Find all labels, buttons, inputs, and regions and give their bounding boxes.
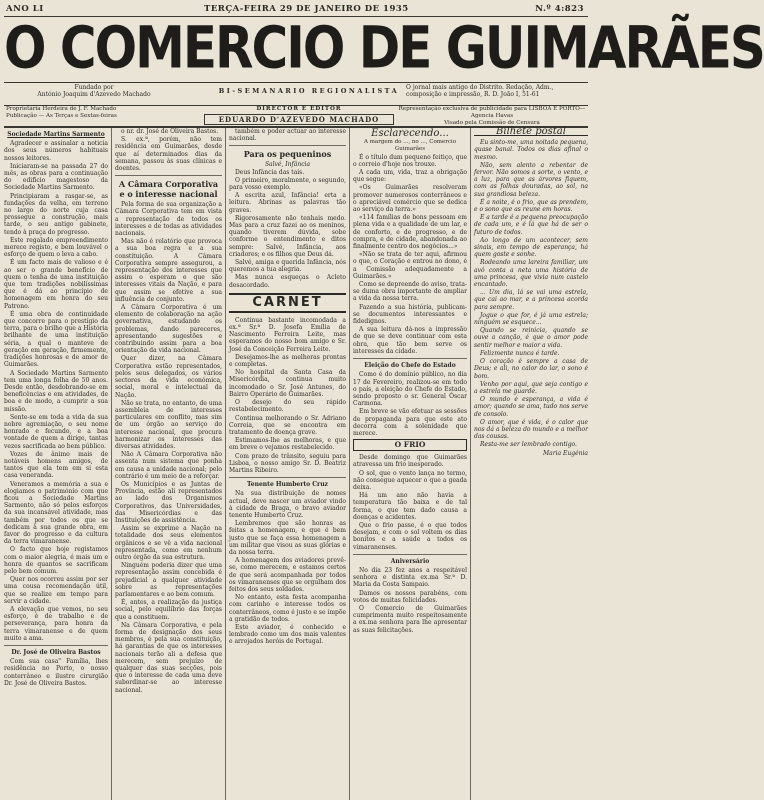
paragraph: Resta-me ser lembrado contigo.: [480, 441, 577, 449]
paragraph: Continua bastante incomodada a ex.ª Sr.ª D. Josefa Emília de Nascimento Ferreira Leite, mas esperamos do nosso bom amigo e Sr. José da Conceição Ferreira Leite.: [229, 316, 346, 353]
paragraph: É, antes, a realização da justiça social, pelo equilíbrio das forças que a constituem.: [115, 599, 222, 621]
paragraph: O amor, que é vida, é o calor que nos dá a beleza do mundo e a melhor das cousas.: [474, 418, 588, 441]
paragraph: Com sua casa" Família, lhes residência no Porto, o nosso conterrâneo e ilustre cirurgião Dr. José de Oliveira Bastos.: [4, 658, 108, 687]
column-3: [229, 128, 346, 800]
paragraph: Não A Câmara Corporativa não assenta num sistema que ponha em causa a unidade nacional; pelo contrário é um meio de a reforçar.: [115, 451, 222, 480]
paragraph: Com prazo de trânsito, seguiu para Lisboa, o nosso amigo Sr. D. Beatriz Martins Ribeiro.: [229, 452, 346, 474]
representation-block: [398, 106, 586, 127]
paragraph: É o título dum pequeno feitiço, que o correio d'hoje nos trouxe.: [353, 153, 467, 168]
paragraph: A escrita azul, Infância! erta a leitura. Abrinas as palavras tão graves.: [229, 192, 346, 214]
article-body-bastos: [4, 658, 108, 687]
paragraph: O desejo do seu rápido restabelecimento.: [229, 399, 346, 414]
paragraph: Sente-se em toda a vida da sua nobre agremiação, o seu nome honrado e fecundo, e a boa vontade de quem a dirige, tantas vezes sacrificada ao bem público.: [4, 413, 108, 450]
article-title-camara: A Câmara Corporativa e o interesse nacional: [118, 179, 219, 200]
divider: [353, 554, 467, 555]
paragraph: Quer dizer, na Câmara Corporativa estão representados, pelos seus delegados, os vários sectores da vida económica, social, moral e intelectual da Nação.: [115, 355, 222, 399]
paragraph: Desde domingo que Guimarães atravessa um frio inesperado.: [353, 454, 467, 469]
founded-label: Fundado por: [74, 84, 114, 91]
article-title-sociedade: Sociedade Martins Sarmento: [7, 131, 105, 138]
column-rule: [225, 128, 226, 800]
article-title-bilhete: Bilhete postal: [474, 128, 588, 136]
article-body-camara: [115, 201, 222, 694]
paragraph: O facto que hoje registamos com o maior alegria, é mais um e honra de quantos se sacrificam pelo bem comum.: [4, 546, 108, 575]
paragraph: Pela forma de sua organização a Câmara Corporativa tem em vista a representação de todos os interesses e de todas as atividades nacionais.: [115, 201, 222, 238]
article-title-pequeninos: Para os pequeninos: [243, 149, 332, 160]
column-rule: [111, 128, 112, 800]
paragraph: O sol, que o vento lança no termo, não consegue aquecer o que a geada deixa.: [353, 469, 467, 491]
paragraph: A Sociedade Martins Sarmento tem uma longa folha de 50 anos. Desde então, desdobrando-se em beneficências e em atividades, de boa e de modo, a cumprir a sua missão.: [4, 369, 108, 413]
paragraph: O primeiro, moralmente, o segundo, para vosso exemplo.: [229, 176, 346, 192]
paragraph: Não, sem alento a rebentar de fervor. Não somos a sorte, o vento, e a luz, para que as árvores fiquem, com as folhas douradas, ao sol, na sua grandiosa beleza.: [474, 161, 588, 198]
columns: [4, 128, 588, 800]
paragraph: Mas não é relatório que provoca a sua boa regra e a sua constituição. A Câmara Corporativa sempre assegurou, a representação dos interesses que assim o esperam e que são interesses vitais da Nação, e para que assim se efetive a sua influência de conjunto.: [115, 238, 222, 303]
paragraph: É um facto mais de valioso e é ao ser o grande benefício de quem o tenha de uma instituição que tem tradições nobilíssimas que é dá ao princípio de homenagem em honra do seu Patrono.: [4, 259, 108, 310]
representation: Representação exclusiva de publicidade para LISBOA E PORTO—Agencia Havas: [398, 106, 586, 119]
masthead-rule: [4, 82, 588, 83]
divider: [229, 145, 346, 146]
paragraph: A elevação que vemos, no seu esforço, é de trabalho e de perseverança, para honra da terra vimaranense e de quem muito a ama.: [4, 606, 108, 642]
year-label: ANO LI: [6, 4, 44, 14]
column-rule: [349, 128, 350, 800]
paragraph: Fazendo a sua história, publicam-se documentos interessantes e fidedignos.: [353, 303, 467, 326]
paragraph: É uma obra de continuidade que concorre para o prestígio da terra, para o brilho que a História brilhante de uma instituição séria, a qual o manteve de geração em geração, firmemente, tradições honrosas e de amor de Guimarães.: [4, 310, 108, 369]
column-rule: [470, 128, 471, 800]
masthead-meta: [4, 106, 588, 128]
masthead-title: O COMERCIO DE GUIMARÃES: [4, 14, 764, 82]
paragraph: «Os Guimarães resolveram promover numerosos conterrâneos e o apreciável comércio que se dedica ao serviço da terra.»: [353, 184, 467, 214]
paragraph: Este aviador, é conhecido e lembrado como um dos mais valentes e arrojados heróis de Portugal.: [229, 623, 346, 646]
paragraph: Desejamos-lhe as melhoras prontas e completas.: [229, 353, 346, 369]
article-title-bastos: Dr. José de Oliveira Bastos: [11, 649, 101, 657]
divider: [229, 477, 346, 478]
paragraph: «Não se trata de ter aqui, afirmou o que, o Coração e entrou no dono, é a Comissão adequadamente a Guimarães.»: [353, 251, 467, 280]
article-title-humberto: Tenente Humberto Cruz: [247, 481, 328, 489]
paragraph: Na Câmara Corporativa, e pela forma de designação dos seus membros, é pela sua constituição, há garantias de que os interesses nacionais terão ali a defesa que merecem, sem prejuízo de qualquer das suas secções, pois que o interesse de cada uma deve subordinar-se ao interesse nacional.: [115, 621, 222, 694]
paragraph: Quando se reinicia, quando se ouve a canção, é que o amor pode sentir melhor e maior a vida.: [474, 327, 588, 349]
paragraph: Quer nos ocorreu assim por ser uma cousa recomendação útil, que se realize em tempo para servir a cidade.: [4, 576, 108, 605]
owner: Proprietária Herdeira de J. F. Machado: [6, 106, 117, 112]
masthead-subrow: [4, 84, 588, 106]
column-1: [4, 128, 108, 800]
article-body-sociedade: [4, 140, 108, 642]
article-title-frio: O FRIO: [353, 439, 467, 451]
paragraph: Como se depreende do aviso, trata-se duma obra importante de ampliar a vida da nossa terra.: [353, 281, 467, 303]
column-4: [353, 128, 467, 800]
column-5: [474, 128, 588, 800]
article-title-esclarecendo: Esclarecendo...: [371, 128, 449, 139]
paragraph: Assim se exprime a Nação na totalidade dos seus elementos orgânicos e se vê a vida nacional representada, como em nenhum outro órgão da sua estrutura.: [115, 525, 222, 561]
article-byline: Salvé, Infância: [264, 161, 311, 169]
paragraph: Ao longo de um acontecer, sem sinais, em tempo de esperança, há quem goste e sonhe.: [474, 236, 588, 259]
paragraph: No entanto, esta festa acompanha com carinho e interesse todos os conterrâneos, como é justo e se impõe a gratidão de todos.: [229, 594, 347, 623]
article-body-pequeninos: [229, 169, 346, 289]
paragraph: Que o frio passe, é o que todos desejam, e com o sol voltem os dias bonitos e a saúde a todos os vimaranenses.: [353, 521, 467, 551]
paragraph: A cada um, vida, traz a obrigação que segue:: [353, 169, 467, 184]
director-label: DIRECTOR E EDITOR: [256, 106, 342, 112]
paragraph: Este regalado empreendimento merece registo, e bem louvável o esforço de quem o leva a cabo.: [4, 236, 108, 259]
paragraph: A sua leitura dá-nos a impressão de que se deve continuar com esta obra, que tão bem serve os interesses da cidade.: [353, 326, 467, 355]
article-signature: Maria Eugénia: [543, 449, 588, 457]
paragraph: O coração é sempre a casa de Deus; e ali, no calor do lar, o sono é bom.: [474, 358, 588, 380]
paragraph: «114 famílias de bons pessoam em plena vida e a qualidade de um lar, e de conforto, e de progresso, e de compra, e de cidade, abandonada ao finalmente centro dos negócios...»: [353, 214, 467, 251]
paragraph: Damos os nossos parabéns, com votos de muitas felicidades.: [353, 589, 467, 604]
editor-name: EDUARDO D'AZEVEDO MACHADO: [204, 114, 394, 125]
paragraph: Felizmente nunca é tarde.: [480, 349, 560, 357]
column-2: [115, 128, 222, 800]
article-body-eleicao: [353, 371, 467, 437]
paragraph: ... Um dia, lá se vai uma estrela, que cai ao mar, e a princesa acorda para sempre.: [474, 289, 588, 311]
paragraph: O mundo é esperança, a vida é amor; quando se ama, tudo nos serve de consolo.: [474, 396, 588, 418]
publication: Publicação — As Terças e Sextas-feiras: [6, 113, 117, 119]
divider: [353, 358, 467, 359]
owner-block: [6, 106, 196, 120]
article-body-bilhete: [474, 139, 588, 448]
paragraph: Vozes de ânimo mais de notáveis homens amigos, de tantos que ela tem em si esta casa veneranda.: [4, 450, 108, 480]
paragraph: Na sua distribuição de nomes actual, deve nascer um aviador vindo à cidade de Braga, o bravo aviador tenente Humberto Cruz.: [229, 490, 346, 519]
article-title-eleicao: Eleição do Chefe do Estado: [364, 362, 456, 370]
paragraph: Venho por aqui, que seja contigo e a estrela me guarde.: [474, 380, 588, 395]
paragraph: É a noite, é o frio, que as prendem, e o sono que as reune em horas.: [474, 198, 588, 214]
carnet-heading: CARNET: [229, 293, 346, 313]
paragraph: Mas nunca esqueças o Acleto desacordado.: [229, 274, 346, 289]
founder-block: [34, 84, 154, 98]
carnet-body: [229, 317, 346, 474]
paragraph: Lembremos que são honras as feitas a homenagem, e que é bem justo que se faça essa homenagem a um militar que visou as suas glórias e da nossa terra.: [229, 520, 346, 556]
masthead-area: [4, 2, 764, 126]
paragraph: Rigorosamente não tenhais medo. Mas para a cruz fazei ao os meninos, quando tiverem dúvida, sobe conforme o entendimento e ditos sempre: Salvé, Infância, aos criadores; e os filhos que Deus dá.: [229, 214, 346, 258]
article-continuation: também e poder actuar ao interesse nacional.: [229, 128, 346, 143]
article-body-bastos-cont: [115, 128, 222, 172]
paragraph: Há um ano não havia a temperatura tão baixa e de tal forma, o que tem dado causa a doenças e acidentes.: [353, 492, 467, 521]
divider: [4, 645, 108, 646]
paragraph: Eu sinto-me, uma noitada pequena, quase banal. Todos os dias afinal o mesmo.: [474, 139, 588, 161]
paragraph: o nr. dr. José de Oliveira Bastos.: [121, 128, 219, 135]
paragraph: O Comercio de Guimarães cumprimenta muito respeitosamente a ex.ma senhora para lhe apresentar as suas felicitações.: [353, 604, 467, 634]
right-note: O jornal mais antigo do Distrito. Redação, Adm., composição e impressão, R. D. João I, 51-61: [406, 84, 554, 98]
article-body-frio: [353, 454, 467, 551]
paragraph: Como é do domínio público, no dia 17 de Fevereiro, realizou-se em todo o país, a eleição do Chefe do Estado, sendo proposto o sr. General Óscar Carmona.: [353, 371, 467, 408]
founder-name: António Joaquim d'Azevedo Machado: [37, 91, 151, 98]
paragraph: No dia 23 fez anos a respeitável senhora e distinta ex.ma Sr.ª D. Maria da Costa Sampaio.: [353, 566, 467, 589]
article-body-humberto: [229, 490, 346, 645]
issue-date: TERÇA-FEIRA 29 DE JANEIRO DE 1935: [204, 4, 409, 14]
paragraph: Continua melhorando o Sr. Adriano Correia, que se encontra em tratamento de doença grave.: [229, 414, 346, 436]
paragraph: Os Municípios e as Juntas de Província, estão ali representados ao lado dos Organismos Corporativos, das Universidades, das Misericórdias e das Instituições de assistência.: [115, 480, 222, 524]
paragraph: A Câmara Corporativa é um elemento de colaboração na ação governativa, estudando os problemas, dando pareceres, apresentando sugestões e contribuindo assim para a boa orientação da vida nacional.: [115, 304, 222, 355]
representation-note: Visado pela Comissão de Censura: [444, 120, 540, 126]
article-subtitle-esclarecendo: A margem do ..., no ..., Comercio Guimarães: [363, 139, 457, 153]
paragraph: A homenagem dos aviadores prevê-se, como merecem, e estamos certos de que será acompanhada por todos os vimaranenses que se orgulham dos feitos dos seus soldados.: [229, 557, 346, 593]
paragraph: Estimamos-lhe as melhoras, e que em breve o vejamos restabelecido.: [229, 437, 346, 452]
article-title-aniversario: Aniversário: [390, 557, 430, 565]
article-body-aniversario: [353, 567, 467, 634]
director-block: [204, 106, 394, 125]
paragraph: Principiaram a rasgar-se, as fundações da velha, em terreno no largo do norte cuja casa prossegue a construção, mais tarde, o seu antigo gabinete, tendo à praça do progresso.: [4, 192, 108, 236]
paragraph: E a tarde é a pequena preocupação de cada um, e é lá que há de ser o futuro de todos.: [474, 214, 588, 236]
paragraph: Agradecer e assinalar a noticia dos seus números habituais nossos leitores.: [4, 140, 108, 162]
paragraph: Ninguém poderia dizer que uma representação assim concebida é prejudicial a qualquer atividade sobre as representações parlamentares e ao bem comum.: [115, 562, 222, 598]
paragraph: Não se trata, no entanto, de uma assembleia de interesses particulares em conflito, mas sim de um órgão ao serviço do interesse nacional, que procura harmonizar os interesses das diversas atividades.: [115, 399, 222, 450]
issue-number: N.º 4:823: [535, 4, 584, 14]
divider: [115, 175, 222, 176]
paragraph: Salvé, amiga e querida Infância, nós queremos a tua alegria.: [229, 259, 346, 274]
paragraph: Em breve se vão efetuar as sessões de propaganda para que este ato decorra com a solenidade que merece.: [353, 408, 467, 437]
paragraph: Rodeando uma lareira familiar, um avô conta a neta uma história de uma princesa, que vivia num castelo encantado.: [474, 259, 588, 289]
paragraph: Iniciaram-se na passada 27 do mês, as obras para a continuação do edifício magestoso da Sociedade Martins Sarmento.: [4, 162, 108, 192]
paragraph: Deus Infância das tais.: [235, 168, 305, 176]
paragraph: S. ex.ª, porém, não tem residência em Guimarães, desde que aí determinados dias da semana, passou às suas clínicas e doentes.: [115, 136, 222, 173]
subtitle: BI-SEMANARIO REGIONALISTA: [218, 87, 400, 95]
article-body-esclarecendo: [353, 154, 467, 355]
paragraph: Veneramos a memória a sua e elogiamos o património com que ficou a Sociedade Martins Sarmento, não só pelos esforços da sua incansável atividade, mas também por todos os que se dedicam à sua grande obra, em favor do progresso e da cultura da terra vimaranense.: [4, 480, 108, 546]
paragraph: Jogue o que for, é já uma estrela; ninguém se esquece...: [474, 311, 588, 327]
paragraph: No hospital da Santa Casa da Misericórdia, continua muito incomodado o Sr. José Antunes, do Bairro Operário de Guimarães.: [229, 369, 346, 398]
